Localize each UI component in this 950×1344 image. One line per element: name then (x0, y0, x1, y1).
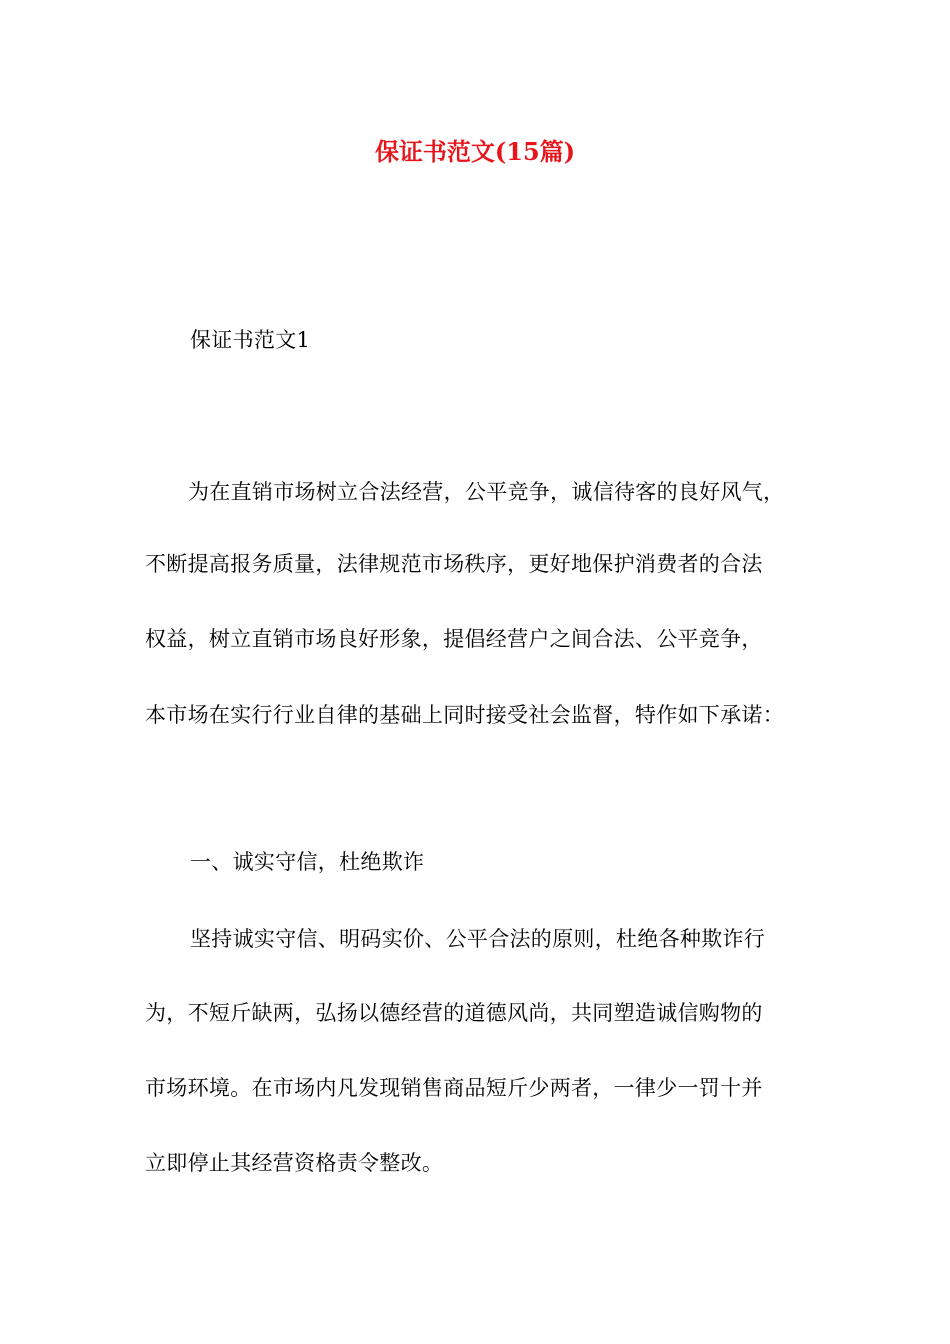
paragraph-line: 权益，树立直销市场良好形象，提倡经营户之间合法、公平竞争， (145, 627, 763, 651)
paragraph-line: 本市场在实行行业自律的基础上同时接受社会监督，特作如下承诺： (145, 703, 784, 727)
paragraph-line: 为，不短斤缺两，弘扬以德经营的道德风尚，共同塑造诚信购物的 (145, 1001, 763, 1025)
paragraph-line: 坚持诚实守信、明码实价、公平合法的原则，杜绝各种欺诈行 (190, 927, 766, 951)
document-title: 保证书范文(15篇) (374, 137, 576, 166)
paragraph-line: 立即停止其经营资格责令整改。 (145, 1151, 444, 1175)
section-heading: 保证书范文1 (190, 328, 311, 352)
subheading: 一、诚实守信，杜绝欺诈 (190, 850, 425, 874)
paragraph-line: 为在直销市场树立合法经营，公平竞争，诚信待客的良好风气， (188, 480, 785, 504)
paragraph-line: 市场环境。在市场内凡发现销售商品短斤少两者，一律少一罚十并 (145, 1076, 763, 1100)
paragraph-line: 不断提高报务质量，法律规范市场秩序，更好地保护消费者的合法 (145, 552, 763, 576)
